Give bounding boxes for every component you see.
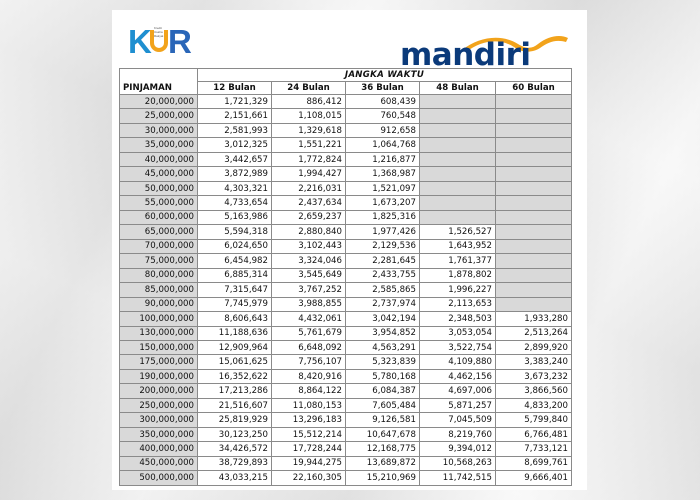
installment-cell: 17,728,244 <box>272 442 346 456</box>
kur-tagline: Kredit Usaha Rakyat <box>154 26 164 38</box>
installment-cell: 4,733,654 <box>198 196 272 210</box>
installment-cell: 5,594,318 <box>198 225 272 239</box>
installment-cell: 1,933,280 <box>496 312 572 326</box>
installment-cell: 10,568,263 <box>420 456 496 470</box>
loan-amount-cell: 20,000,000 <box>120 95 198 109</box>
empty-cell <box>496 152 572 166</box>
empty-cell <box>420 95 496 109</box>
installment-cell: 3,102,443 <box>272 239 346 253</box>
installment-cell: 3,673,232 <box>496 369 572 383</box>
kur-logo: K Kredit Usaha Rakyat R <box>128 23 191 60</box>
installment-cell: 912,658 <box>346 123 420 137</box>
empty-cell <box>420 109 496 123</box>
loan-amount-cell: 85,000,000 <box>120 283 198 297</box>
installment-cell: 9,666,401 <box>496 471 572 486</box>
empty-cell <box>496 283 572 297</box>
installment-cell: 1,368,987 <box>346 167 420 181</box>
empty-cell <box>420 152 496 166</box>
installment-cell: 11,188,636 <box>198 326 272 340</box>
pinjaman-header: PINJAMAN <box>120 69 198 95</box>
installment-cell: 3,012,325 <box>198 138 272 152</box>
empty-cell <box>420 210 496 224</box>
installment-cell: 10,647,678 <box>346 427 420 441</box>
installment-cell: 3,545,649 <box>272 268 346 282</box>
loan-amount-cell: 100,000,000 <box>120 312 198 326</box>
table-row <box>120 471 572 486</box>
installment-cell: 6,024,650 <box>198 239 272 253</box>
installment-cell: 1,064,768 <box>346 138 420 152</box>
table-row <box>120 283 572 297</box>
installment-cell: 3,383,240 <box>496 355 572 369</box>
empty-cell <box>420 196 496 210</box>
installment-cell: 2,281,645 <box>346 254 420 268</box>
installment-cell: 6,766,481 <box>496 427 572 441</box>
installment-cell: 7,745,979 <box>198 297 272 311</box>
table-row <box>120 297 572 311</box>
table-row <box>120 138 572 152</box>
table-row <box>120 340 572 354</box>
installment-cell: 3,053,054 <box>420 326 496 340</box>
installment-cell: 4,697,006 <box>420 384 496 398</box>
table-row <box>120 369 572 383</box>
installment-cell: 12,909,964 <box>198 340 272 354</box>
table-row <box>120 239 572 253</box>
installment-cell: 2,737,974 <box>346 297 420 311</box>
installment-cell: 1,761,377 <box>420 254 496 268</box>
table-row <box>120 413 572 427</box>
installment-cell: 8,606,643 <box>198 312 272 326</box>
installment-cell: 1,994,427 <box>272 167 346 181</box>
installment-cell: 34,426,572 <box>198 442 272 456</box>
installment-cell: 43,033,215 <box>198 471 272 486</box>
installment-cell: 1,216,877 <box>346 152 420 166</box>
empty-cell <box>496 210 572 224</box>
installment-cell: 8,219,760 <box>420 427 496 441</box>
installment-cell: 11,080,153 <box>272 398 346 412</box>
installment-cell: 3,522,754 <box>420 340 496 354</box>
empty-cell <box>496 167 572 181</box>
installment-cell: 2,129,536 <box>346 239 420 253</box>
installment-cell: 7,315,647 <box>198 283 272 297</box>
term-header: 24 Bulan <box>272 82 346 95</box>
installment-cell: 21,516,607 <box>198 398 272 412</box>
loan-amount-cell: 50,000,000 <box>120 181 198 195</box>
table-row <box>120 326 572 340</box>
installment-cell: 13,296,183 <box>272 413 346 427</box>
loan-amount-cell: 40,000,000 <box>120 152 198 166</box>
installment-cell: 608,439 <box>346 95 420 109</box>
installment-cell: 13,689,872 <box>346 456 420 470</box>
loan-amount-cell: 450,000,000 <box>120 456 198 470</box>
installment-cell: 2,113,653 <box>420 297 496 311</box>
installment-cell: 6,084,387 <box>346 384 420 398</box>
empty-cell <box>496 138 572 152</box>
loan-amount-cell: 75,000,000 <box>120 254 198 268</box>
table-row <box>120 384 572 398</box>
table-row <box>120 109 572 123</box>
empty-cell <box>496 239 572 253</box>
installment-cell: 38,729,893 <box>198 456 272 470</box>
installment-cell: 25,819,929 <box>198 413 272 427</box>
installment-cell: 1,878,802 <box>420 268 496 282</box>
installment-cell: 2,216,031 <box>272 181 346 195</box>
installment-cell: 30,123,250 <box>198 427 272 441</box>
loan-amount-cell: 60,000,000 <box>120 210 198 224</box>
loan-amount-cell: 150,000,000 <box>120 340 198 354</box>
installment-cell: 15,512,214 <box>272 427 346 441</box>
loan-amount-cell: 500,000,000 <box>120 471 198 486</box>
installment-cell: 5,761,679 <box>272 326 346 340</box>
installment-cell: 9,126,581 <box>346 413 420 427</box>
loan-amount-cell: 400,000,000 <box>120 442 198 456</box>
term-header: 60 Bulan <box>496 82 572 95</box>
loan-amount-cell: 30,000,000 <box>120 123 198 137</box>
installment-cell: 11,742,515 <box>420 471 496 486</box>
term-header: 36 Bulan <box>346 82 420 95</box>
table-row <box>120 225 572 239</box>
installment-cell: 4,833,200 <box>496 398 572 412</box>
empty-cell <box>420 181 496 195</box>
empty-cell <box>496 95 572 109</box>
installment-cell: 5,799,840 <box>496 413 572 427</box>
installment-cell: 7,733,121 <box>496 442 572 456</box>
installment-cell: 2,581,993 <box>198 123 272 137</box>
loan-amount-cell: 130,000,000 <box>120 326 198 340</box>
table-row <box>120 181 572 195</box>
installment-cell: 2,880,840 <box>272 225 346 239</box>
installment-cell: 5,780,168 <box>346 369 420 383</box>
installment-cell: 5,871,257 <box>420 398 496 412</box>
empty-cell <box>420 138 496 152</box>
loan-amount-cell: 55,000,000 <box>120 196 198 210</box>
installment-cell: 2,348,503 <box>420 312 496 326</box>
empty-cell <box>496 268 572 282</box>
empty-cell <box>496 297 572 311</box>
installment-cell: 17,213,286 <box>198 384 272 398</box>
installment-cell: 1,643,952 <box>420 239 496 253</box>
installment-cell: 15,061,625 <box>198 355 272 369</box>
installment-cell: 4,303,321 <box>198 181 272 195</box>
installment-cell: 3,866,560 <box>496 384 572 398</box>
term-header: 12 Bulan <box>198 82 272 95</box>
table-row <box>120 152 572 166</box>
empty-cell <box>496 181 572 195</box>
installment-cell: 22,160,305 <box>272 471 346 486</box>
loan-amount-cell: 350,000,000 <box>120 427 198 441</box>
installment-cell: 5,323,839 <box>346 355 420 369</box>
installment-cell: 5,163,986 <box>198 210 272 224</box>
installment-cell: 7,045,509 <box>420 413 496 427</box>
loan-amount-cell: 25,000,000 <box>120 109 198 123</box>
installment-cell: 3,442,657 <box>198 152 272 166</box>
installment-cell: 1,977,426 <box>346 225 420 239</box>
table-row <box>120 123 572 137</box>
installment-cell: 2,513,264 <box>496 326 572 340</box>
installment-cell: 2,585,865 <box>346 283 420 297</box>
table-row <box>120 254 572 268</box>
loan-amount-cell: 200,000,000 <box>120 384 198 398</box>
empty-cell <box>420 167 496 181</box>
loan-amount-cell: 65,000,000 <box>120 225 198 239</box>
loan-amount-cell: 35,000,000 <box>120 138 198 152</box>
installment-cell: 7,605,484 <box>346 398 420 412</box>
installment-cell: 12,168,775 <box>346 442 420 456</box>
table-row <box>120 210 572 224</box>
table-row <box>120 427 572 441</box>
installment-cell: 4,563,291 <box>346 340 420 354</box>
empty-cell <box>496 196 572 210</box>
table-row <box>120 167 572 181</box>
installment-cell: 3,872,989 <box>198 167 272 181</box>
installment-cell: 3,042,194 <box>346 312 420 326</box>
mandiri-logo: mandiri <box>400 36 565 66</box>
empty-cell <box>496 123 572 137</box>
installment-cell: 6,454,982 <box>198 254 272 268</box>
term-header: 48 Bulan <box>420 82 496 95</box>
loan-amount-cell: 70,000,000 <box>120 239 198 253</box>
installment-cell: 8,420,916 <box>272 369 346 383</box>
table-row <box>120 355 572 369</box>
loan-installment-table <box>119 68 572 486</box>
installment-cell: 1,329,618 <box>272 123 346 137</box>
empty-cell <box>420 123 496 137</box>
installment-cell: 1,721,329 <box>198 95 272 109</box>
installment-cell: 2,151,661 <box>198 109 272 123</box>
installment-cell: 2,899,920 <box>496 340 572 354</box>
loan-amount-cell: 250,000,000 <box>120 398 198 412</box>
installment-cell: 3,988,855 <box>272 297 346 311</box>
installment-cell: 6,648,092 <box>272 340 346 354</box>
installment-cell: 7,756,107 <box>272 355 346 369</box>
empty-cell <box>496 225 572 239</box>
loan-amount-cell: 45,000,000 <box>120 167 198 181</box>
installment-cell: 3,324,046 <box>272 254 346 268</box>
table-row <box>120 268 572 282</box>
installment-cell: 3,954,852 <box>346 326 420 340</box>
installment-cell: 1,772,824 <box>272 152 346 166</box>
installment-cell: 4,109,880 <box>420 355 496 369</box>
installment-cell: 19,944,275 <box>272 456 346 470</box>
table-row <box>120 196 572 210</box>
installment-cell: 6,885,314 <box>198 268 272 282</box>
loan-amount-cell: 80,000,000 <box>120 268 198 282</box>
installment-cell: 1,108,015 <box>272 109 346 123</box>
installment-cell: 886,412 <box>272 95 346 109</box>
installment-cell: 3,767,252 <box>272 283 346 297</box>
jangka-waktu-header: JANGKA WAKTU <box>198 69 572 82</box>
empty-cell <box>496 109 572 123</box>
empty-cell <box>496 254 572 268</box>
installment-cell: 1,551,221 <box>272 138 346 152</box>
installment-cell: 4,432,061 <box>272 312 346 326</box>
installment-cell: 16,352,622 <box>198 369 272 383</box>
installment-cell: 9,394,012 <box>420 442 496 456</box>
installment-cell: 2,659,237 <box>272 210 346 224</box>
installment-cell: 15,210,969 <box>346 471 420 486</box>
installment-cell: 8,699,761 <box>496 456 572 470</box>
table-row <box>120 95 572 109</box>
installment-cell: 8,864,122 <box>272 384 346 398</box>
loan-amount-cell: 175,000,000 <box>120 355 198 369</box>
table-row <box>120 442 572 456</box>
installment-cell: 2,433,755 <box>346 268 420 282</box>
installment-cell: 1,521,097 <box>346 181 420 195</box>
installment-cell: 760,548 <box>346 109 420 123</box>
installment-cell: 1,825,316 <box>346 210 420 224</box>
loan-amount-cell: 90,000,000 <box>120 297 198 311</box>
table-row <box>120 312 572 326</box>
loan-amount-cell: 190,000,000 <box>120 369 198 383</box>
installment-cell: 2,437,634 <box>272 196 346 210</box>
loan-amount-cell: 300,000,000 <box>120 413 198 427</box>
installment-cell: 4,462,156 <box>420 369 496 383</box>
table-row <box>120 456 572 470</box>
installment-cell: 1,996,227 <box>420 283 496 297</box>
installment-cell: 1,673,207 <box>346 196 420 210</box>
installment-cell: 1,526,527 <box>420 225 496 239</box>
table-row <box>120 398 572 412</box>
